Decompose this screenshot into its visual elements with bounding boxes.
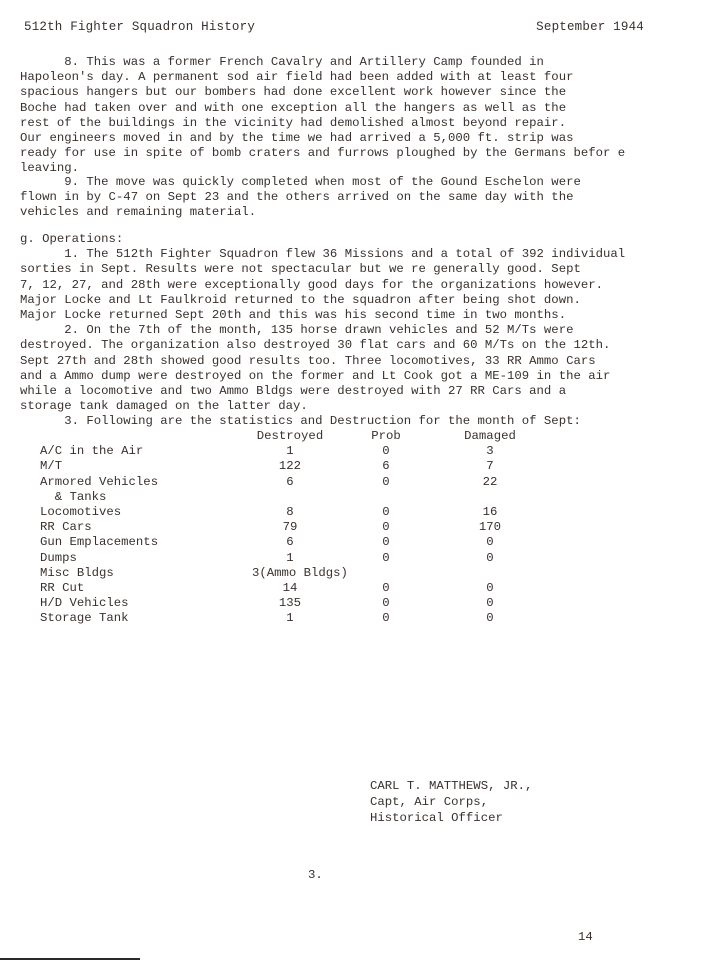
statistics-row xyxy=(40,505,660,520)
operations-line: Sept 27th and 28th showed good results too. Three locomotives, 33 RR Ammo Cars xyxy=(20,353,596,368)
operations-line: Major Locke returned Sept 20th and this was his second time in two months. xyxy=(20,308,567,323)
row-damaged: 0 xyxy=(486,550,494,565)
row-destroyed: 8 xyxy=(286,504,294,519)
para8-line: Hapoleon's day. A permanent sod air field had been added with at least four xyxy=(20,70,574,85)
row-label: RR Cars xyxy=(40,520,92,535)
operations-line: Major Locke and Lt Faulkroid returned to the squadron after being shot down. xyxy=(20,292,581,307)
statistics-row xyxy=(40,535,660,550)
para9-line: 9. The move was quickly completed when most of the Gound Eschelon were xyxy=(20,175,581,189)
header-damaged: Damaged xyxy=(464,429,516,443)
row-destroyed: 122 xyxy=(278,459,302,474)
row-damaged: 0 xyxy=(486,611,494,626)
row-destroyed: 1 xyxy=(286,444,294,459)
operations-line: destroyed. The organization also destroyed 30 flat cars and 60 M/Ts on the 12th. xyxy=(20,338,611,353)
row-prob: 0 xyxy=(382,611,390,626)
statistics-row xyxy=(40,490,660,505)
row-destroyed: 14 xyxy=(282,580,298,595)
row-destroyed: 135 xyxy=(278,596,302,611)
statistics-row xyxy=(40,611,660,626)
row-label: H/D Vehicles xyxy=(40,596,129,611)
page-number: 14 xyxy=(578,930,593,944)
para8-line: spacious hangers but our bombers had done excellent work however since the xyxy=(20,85,567,100)
signature-rank: Capt, Air Corps, xyxy=(370,795,489,809)
row-destroyed: 6 xyxy=(286,535,294,550)
row-label: Misc Bldgs xyxy=(40,565,114,580)
para8-line: Our engineers moved in and by the time we had arrived a 5,000 ft. strip was xyxy=(20,131,574,146)
row-prob: 6 xyxy=(382,459,390,474)
operations-section xyxy=(20,232,680,430)
row-damaged: 22 xyxy=(482,474,498,489)
operations-line: 7, 12, 27, and 28th were exceptionally good days for the organizations however. xyxy=(20,277,603,292)
row-prob: 0 xyxy=(382,535,390,550)
signature-block xyxy=(370,778,532,826)
row-label: M/T xyxy=(40,459,63,474)
para9-line: vehicles and remaining material. xyxy=(20,205,257,220)
statistics-row xyxy=(40,459,660,474)
row-damaged: 170 xyxy=(478,520,502,535)
row-destroyed: 1 xyxy=(286,550,294,565)
header-destroyed: Destroyed xyxy=(256,429,324,443)
row-label: Locomotives xyxy=(40,504,122,519)
row-destroyed: 1 xyxy=(286,611,294,626)
row-damaged: 7 xyxy=(486,459,494,474)
operations-line: 2. On the 7th of the month, 135 horse drawn vehicles and 52 M/Ts were xyxy=(20,323,574,338)
signature-role: Historical Officer xyxy=(370,811,503,825)
row-damaged: 3 xyxy=(486,444,494,459)
para9-line: flown in by C-47 on Sept 23 and the others arrived on the same day with the xyxy=(20,190,574,205)
row-label: RR Cut xyxy=(40,580,85,595)
row-label: Storage Tank xyxy=(40,611,129,626)
para8-line: 8. This was a former French Cavalry and Artillery Camp founded in xyxy=(20,55,544,69)
document-title: 512th Fighter Squadron History xyxy=(24,20,256,34)
row-damaged: 0 xyxy=(486,580,494,595)
row-prob: 0 xyxy=(382,504,390,519)
row-label: Armored Vehicles xyxy=(40,474,159,489)
operations-line: 1. The 512th Fighter Squadron flew 36 Missions and a total of 392 individual xyxy=(20,247,626,262)
para8-line: leaving. xyxy=(20,161,80,176)
row-label: & Tanks xyxy=(40,489,107,504)
row-damaged: 16 xyxy=(482,504,498,519)
statistics-row xyxy=(40,596,660,611)
operations-line: and a Ammo dump were destroyed on the former and Lt Cook got a ME-109 in the air xyxy=(20,368,611,383)
operations-line: 3. Following are the statistics and Destruction for the month of Sept: xyxy=(20,414,581,429)
operations-line: g. Operations: xyxy=(20,232,124,246)
row-prob: 0 xyxy=(382,520,390,535)
statistics-header-row xyxy=(40,429,660,444)
statistics-row xyxy=(40,566,660,581)
para8-line: Boche had taken over and with one exception all the hangers as well as the xyxy=(20,100,567,115)
section-number: 3. xyxy=(308,868,323,882)
row-damaged: 0 xyxy=(486,596,494,611)
row-label: Gun Emplacements xyxy=(40,535,159,550)
operations-line: storage tank damaged on the latter day. xyxy=(20,399,308,414)
statistics-row xyxy=(40,520,660,535)
row-prob: 0 xyxy=(382,580,390,595)
row-prob: 0 xyxy=(382,474,390,489)
operations-line: while a locomotive and two Ammo Bldgs were destroyed with 27 RR Cars and a xyxy=(20,384,567,399)
paragraph-9 xyxy=(20,175,680,221)
statistics-row xyxy=(40,551,660,566)
para8-line: rest of the buildings in the vicinity had demolished almost beyond repair. xyxy=(20,115,567,130)
row-prob: 0 xyxy=(382,444,390,459)
row-prob: 0 xyxy=(382,596,390,611)
row-note: 3(Ammo Bldgs) xyxy=(252,565,348,580)
row-label: Dumps xyxy=(40,550,77,565)
paragraph-8 xyxy=(20,55,680,177)
statistics-table xyxy=(40,429,660,626)
statistics-row xyxy=(40,581,660,596)
row-label: A/C in the Air xyxy=(40,444,144,459)
operations-line: sorties in Sept. Results were not spectacular but we re generally good. Sept xyxy=(20,262,581,277)
header-prob: Prob xyxy=(371,429,401,443)
row-prob: 0 xyxy=(382,550,390,565)
row-destroyed: 6 xyxy=(286,474,294,489)
statistics-row xyxy=(40,475,660,490)
row-damaged: 0 xyxy=(486,535,494,550)
document-date: September 1944 xyxy=(536,20,644,34)
statistics-row xyxy=(40,444,660,459)
para8-line: ready for use in spite of bomb craters and furrows ploughed by the Germans befor e xyxy=(20,146,626,161)
row-destroyed: 79 xyxy=(282,520,298,535)
signature-name: CARL T. MATTHEWS, JR., xyxy=(370,779,533,793)
